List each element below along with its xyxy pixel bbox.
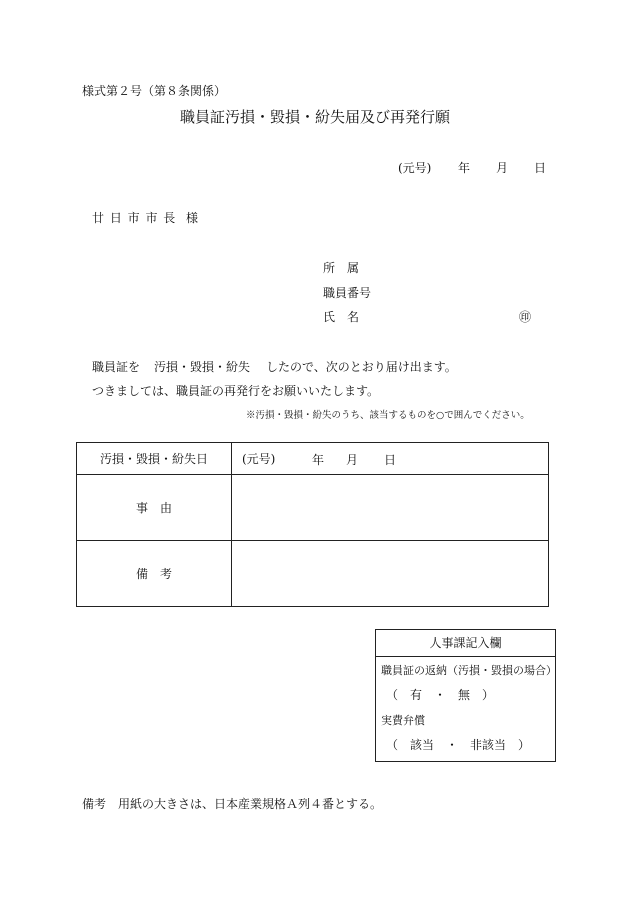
- reason-field[interactable]: [232, 475, 549, 541]
- name-label: 氏 名: [323, 310, 360, 324]
- form-number: 様式第２号（第８条関係）: [82, 84, 227, 98]
- return-label: 職員証の返納（汚損・毀損の場合）: [381, 664, 557, 677]
- date-row-era: (元号): [242, 452, 276, 466]
- date-year-label: 年: [458, 161, 471, 175]
- date-month-label: 月: [496, 161, 509, 175]
- affiliation-label: 所 属: [323, 261, 360, 275]
- date-row-year: 年: [312, 453, 325, 467]
- hr-box-title: 人事課記入欄: [376, 630, 555, 657]
- staff-number-label: 職員番号: [323, 286, 372, 300]
- reason-label: 事 由: [77, 475, 232, 541]
- body-line1-options: 汚損・毀損・紛失: [154, 360, 251, 374]
- body-note: ※汚損・毀損・紛失のうち、該当するものを○で囲んでください。: [246, 410, 530, 421]
- return-options[interactable]: （ 有 ・ 無 ）: [386, 688, 495, 702]
- form-table: [76, 442, 549, 607]
- body-line1-a: 職員証を: [92, 360, 141, 374]
- table-row-date: [77, 443, 549, 475]
- cost-options[interactable]: （ 該当 ・ 非該当 ）: [386, 738, 531, 752]
- date-row-value[interactable]: [232, 443, 549, 475]
- date-day-label: 日: [534, 161, 547, 175]
- page-title: 職員証汚損・毀損・紛失届及び再発行願: [179, 108, 450, 126]
- table-row-remarks: [77, 541, 549, 607]
- body-line2: つきましては、職員証の再発行をお願いいたします。: [92, 384, 380, 398]
- remarks-field[interactable]: [232, 541, 549, 607]
- addressee-name: 廿 日 市 市 長: [92, 211, 176, 225]
- table-row-reason: [77, 475, 549, 541]
- body-line1-c: したので、次のとおり届け出ます。: [266, 360, 457, 374]
- date-row-month: 月: [346, 453, 359, 467]
- footer-note: 備考 用紙の大きさは、日本産業規格Ａ列４番とする。: [82, 797, 383, 811]
- remarks-label: 備 考: [77, 541, 232, 607]
- date-era: (元号): [398, 161, 432, 175]
- date-row-label: 汚損・毀損・紛失日: [77, 443, 232, 475]
- addressee-honorific: 様: [186, 211, 199, 225]
- date-row-day: 日: [384, 453, 397, 467]
- seal-mark: ㊞: [519, 310, 532, 324]
- cost-label: 実費弁償: [381, 714, 425, 727]
- hr-entry-box: [375, 629, 556, 762]
